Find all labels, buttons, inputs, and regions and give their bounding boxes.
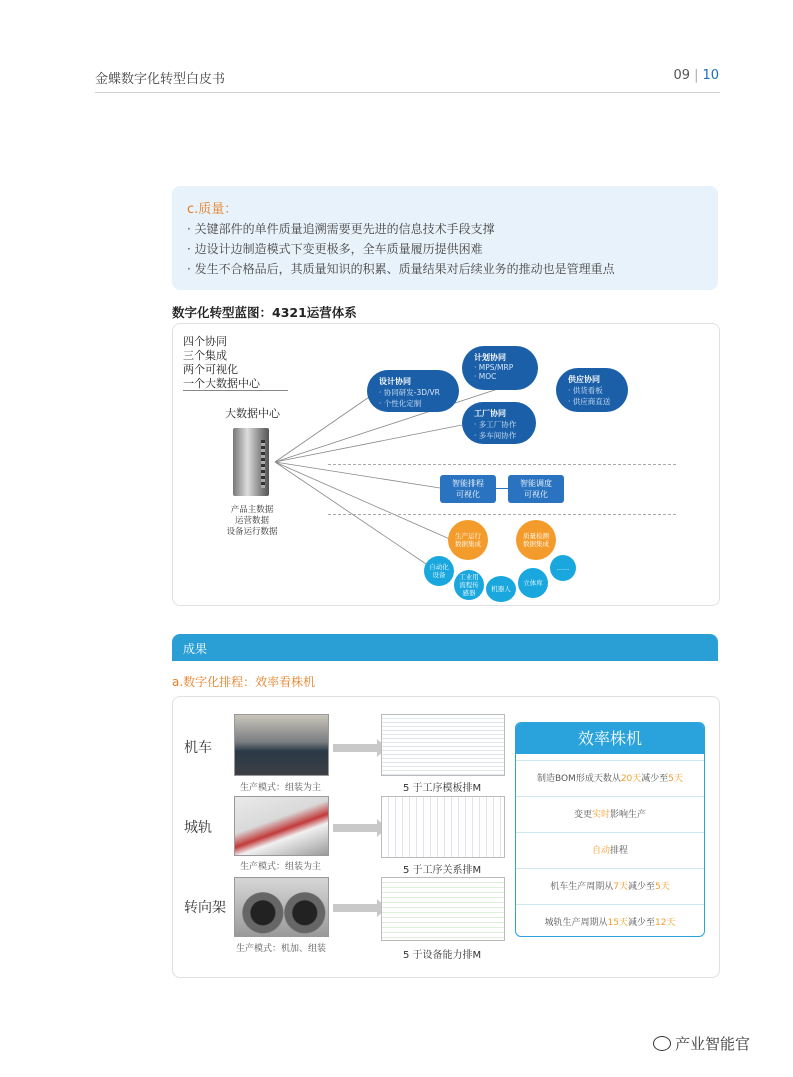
cloud-factory <box>462 402 536 444</box>
server-label: 设备运行数据 <box>226 527 278 537</box>
document-title: 金蝶数字化转型白皮书 <box>95 72 226 87</box>
circle-line: 数据集成 <box>455 540 481 548</box>
box-line: 可视化 <box>456 490 480 499</box>
schedule-screenshot <box>381 877 505 941</box>
watermark <box>653 1033 750 1054</box>
connector-line <box>275 462 440 488</box>
item-highlight: 7天 <box>613 882 628 892</box>
box-dispatch-visual <box>508 475 564 503</box>
wechat-icon <box>653 1036 671 1051</box>
page-right: 10 <box>702 68 719 83</box>
box-line: 可视化 <box>524 490 548 499</box>
connector-line <box>275 462 452 540</box>
circle-industrial-sensor <box>454 570 484 600</box>
item-text: 影响生产 <box>610 810 647 820</box>
circle-line: 生产运行 <box>455 532 481 540</box>
pillar-label: 一个大数据中心 <box>183 377 260 390</box>
photo-caption: 生产模式：机加、组装 <box>236 944 327 954</box>
cloud-item: · MPS/MRP <box>474 363 514 372</box>
row-label-metro: 城轨 <box>184 820 212 836</box>
item-highlight: 实时 <box>591 810 610 820</box>
circle-quality-data <box>516 520 556 560</box>
photo-caption: 生产模式：组装为主 <box>240 862 322 872</box>
cloud-title: 设计协同 <box>379 377 411 386</box>
screenshot-caption: 5 于工序关系排M <box>403 865 482 876</box>
pillar-label: 四个协同 <box>183 335 227 348</box>
server-label: 运营数据 <box>234 516 269 526</box>
circle-line: 自动化 <box>429 563 449 571</box>
circle-line: ...... <box>556 564 570 572</box>
cloud-item: · 供货看板 <box>568 386 603 395</box>
item-highlight: 5天 <box>655 882 670 892</box>
circle-warehouse <box>518 568 548 598</box>
cloud-supply <box>556 368 628 412</box>
circle-run-data <box>448 520 488 560</box>
watermark-text: 产业智能官 <box>675 1035 751 1053</box>
connector-line <box>275 462 432 568</box>
section-a-title: a.数字化排程：效率看株机 <box>172 675 316 689</box>
item-highlight: 15天 <box>607 918 628 928</box>
item-text: 减少至 <box>641 774 669 784</box>
cloud-item: · 多车间协作 <box>474 431 517 440</box>
arrow-icon <box>333 904 377 912</box>
page-left: 09 <box>673 68 691 83</box>
item-highlight: 12天 <box>655 918 676 928</box>
quality-title: c.质量： <box>187 202 238 217</box>
circle-more <box>550 555 576 581</box>
quality-item: · 边设计边制造模式下变更极多，全车质量履历提供困难 <box>187 242 483 256</box>
efficiency-item <box>516 832 704 869</box>
item-text: 制造BOM形成天数从 <box>536 774 621 784</box>
quality-item: · 关键部件的单件质量追溯需要更先进的信息技术手段支撑 <box>187 222 495 236</box>
metro-photo <box>234 796 329 856</box>
efficiency-item <box>516 904 704 937</box>
cloud-title: 工厂协同 <box>474 409 506 418</box>
cloud-item: · MOC <box>474 372 497 381</box>
bigdata-label: 大数据中心 <box>225 407 280 420</box>
cloud-item: · 供应商直送 <box>568 397 611 406</box>
photo-caption: 生产模式：组装为主 <box>240 783 322 793</box>
item-text: 减少至 <box>628 882 656 892</box>
screenshot-caption: 5 于工序模板排M <box>403 783 482 794</box>
dashed-divider <box>328 464 676 465</box>
item-highlight: 5天 <box>668 774 684 784</box>
cloud-item: · 协同研发-3D/VR <box>379 388 440 397</box>
circle-line: 感器 <box>462 589 476 597</box>
item-text: 城轨生产周期从 <box>544 918 608 928</box>
circle-line: 工业用 <box>459 573 479 581</box>
item-text: 机车生产周期从 <box>550 882 614 892</box>
locomotive-photo <box>234 714 329 776</box>
cloud-item: · 多工厂协作 <box>474 420 517 429</box>
screenshot-caption: 5 于设备能力排M <box>403 950 482 961</box>
results-label: 成果 <box>183 642 208 656</box>
schedule-screenshot <box>381 714 505 776</box>
box-connector <box>496 488 508 489</box>
circle-line: 数据集成 <box>523 540 549 548</box>
cloud-item: · 个性化定制 <box>379 399 422 408</box>
efficiency-item <box>516 760 704 797</box>
circle-line: 机器人 <box>491 585 511 593</box>
circle-automation <box>424 556 454 586</box>
pillar-label: 两个可视化 <box>183 363 238 376</box>
efficiency-item <box>516 796 704 833</box>
row-label-locomotive: 机车 <box>184 740 212 756</box>
item-text: 减少至 <box>628 918 656 928</box>
item-text: 变更 <box>573 810 592 820</box>
efficiency-item <box>516 868 704 905</box>
arrow-icon <box>333 744 377 752</box>
bogie-photo <box>234 877 329 937</box>
arrow-icon <box>333 824 377 832</box>
connector-line <box>275 425 462 462</box>
box-line: 智能排程 <box>452 479 484 488</box>
item-highlight: 自动 <box>591 846 610 856</box>
item-text: 排程 <box>610 846 629 856</box>
item-highlight: 20天 <box>620 774 642 784</box>
circle-line: 质量检测 <box>523 532 549 540</box>
efficiency-summary-panel <box>515 722 705 937</box>
blueprint-title: 数字化转型蓝图：4321运营体系 <box>172 305 357 320</box>
cloud-design <box>367 370 459 412</box>
cloud-title: 计划协同 <box>474 353 506 362</box>
dashed-divider <box>328 514 676 515</box>
circle-robot <box>486 576 516 602</box>
results-bar <box>172 634 718 661</box>
schedule-screenshot <box>381 796 505 858</box>
quality-item: · 发生不合格品后，其质量知识的积累、质量结果对后续业务的推动也是管理重点 <box>187 262 615 276</box>
box-schedule-visual <box>440 475 496 503</box>
cloud-title: 供应协同 <box>568 375 600 384</box>
row-label-bogie: 转向架 <box>184 900 226 916</box>
cloud-plan <box>462 346 538 390</box>
server-label: 产品主数据 <box>230 505 274 515</box>
box-line: 智能调度 <box>520 479 552 488</box>
pillar-label: 三个集成 <box>183 349 227 362</box>
circle-line: 流程传 <box>459 581 479 589</box>
connector-line <box>275 395 372 462</box>
circle-line: 设备 <box>432 571 446 579</box>
efficiency-title: 效率株机 <box>516 723 704 754</box>
circle-line: 立体库 <box>523 579 543 587</box>
page-separator: | <box>694 68 699 83</box>
